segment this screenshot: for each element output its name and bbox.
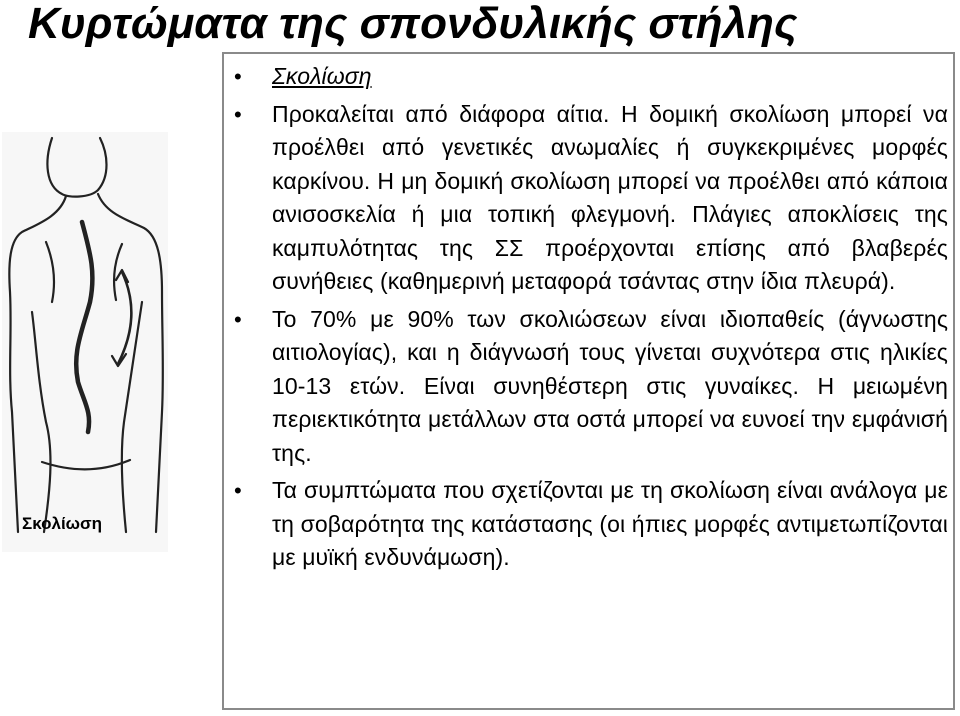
bullet-glyph: • [234, 306, 242, 332]
scoliosis-back-illustration-icon [2, 132, 168, 552]
bullet-item [230, 303, 948, 471]
bullet-list [230, 60, 948, 575]
bullet-text-symptoms: Τα συμπτώματα που σχετίζονται με τη σκολίωση είναι ανάλογα με τη σοβαρότητα της κατάστασης (οι ήπιες μορφές αντιμετωπίζονται με μυϊκή ενδυνάμωση). [272, 477, 948, 570]
bullet-text-scoliosis: Σκολίωση [272, 63, 372, 89]
slide-title: Κυρτώματα της σπονδυλικής στήλης [28, 0, 798, 48]
illustration-caption: Σκολίωση [22, 514, 103, 533]
bullet-item [230, 474, 948, 575]
bullet-text-causes: Προκαλείται από διάφορα αίτια. Η δομική σκολίωση μπορεί να προέλθει από γενετικές ανωμαλίες ή συγκεκριμένες μορφές καρκίνου. Η μη δομική σκολίωση μπορεί να προέλθει από κάποια ανισοσκελία ή μια τοπική φλεγμονή. Πλάγιες αποκλίσεις της καμπυλότητας της ΣΣ προέρχονται επίσης από βλαβερές συνήθειες (καθημερινή μεταφορά τσάντας στην ίδια πλευρά). [272, 100, 948, 294]
bullet-text-idiopathic: Το 70% με 90% των σκολιώσεων είναι ιδιοπαθείς (άγνωστης αιτιολογίας), και η διάγνωσή τους γίνεται συχνότερα στις ηλικίες 10-13 ετών. Είναι συνηθέστερη στις γυναίκες. Η μειωμένη περιεκτικότητα μετάλλων στα οστά μπορεί να ευνοεί την εμφάνισή της. [272, 305, 948, 466]
bullet-glyph: • [234, 478, 242, 503]
bullet-item [230, 98, 948, 299]
bullet-item [230, 60, 948, 94]
bullet-glyph: • [234, 64, 242, 89]
bullet-glyph: • [234, 101, 242, 127]
